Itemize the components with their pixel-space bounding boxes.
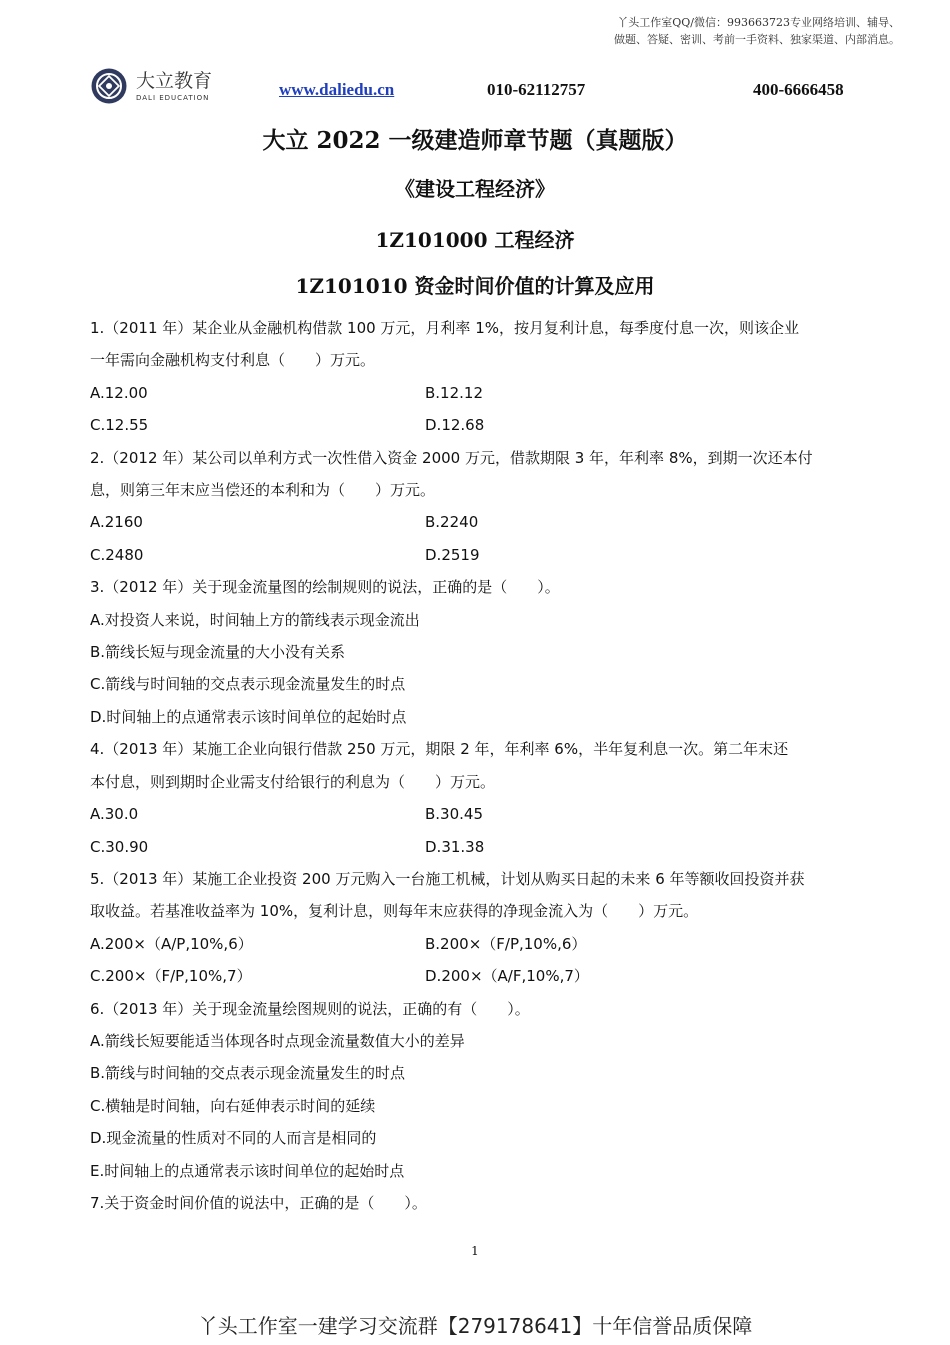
question-stem: 2.（2012 年）某公司以单利方式一次性借入资金 2000 万元，借款期限 3 年，年利率 8%，到期一次还本付: [90, 448, 813, 467]
top-note-line2: 做题、答疑、密训、考前一手资料、独家渠道、内部消息。: [614, 33, 900, 46]
question-5: [90, 863, 865, 993]
option-d: D.200×（A/F,10%,7）: [425, 967, 589, 986]
option-b: B.箭线长短与现金流量的大小没有关系: [90, 643, 346, 662]
question-6: [90, 993, 865, 1187]
option-b: B.箭线与时间轴的交点表示现金流量发生的时点: [90, 1064, 406, 1083]
chapter-title: 1Z101000 工程经济: [375, 228, 575, 252]
option-d: D.12.68: [425, 416, 485, 435]
option-a: A.对投资人来说，时间轴上方的箭线表示现金流出: [90, 610, 420, 629]
question-stem: 7.关于资金时间价值的说法中，正确的是（ ）。: [90, 1193, 427, 1212]
top-note: [500, 14, 900, 48]
option-a: A.12.00: [90, 383, 148, 402]
option-c: C.200×（F/P,10%,7）: [90, 967, 252, 986]
option-a: A.箭线长短要能适当体现各时点现金流量数值大小的差异: [90, 1031, 465, 1050]
dali-logo-icon: [90, 67, 128, 105]
question-stem: 取收益。若基准收益率为 10%，复利计息，则每年末应获得的净现金流入为（ ）万元。: [90, 902, 699, 921]
page-number: 1: [471, 1244, 479, 1258]
phone-number-2: 400-6666458: [753, 80, 844, 99]
section-title: 1Z101010 资金时间价值的计算及应用: [295, 274, 655, 298]
option-c: C.2480: [90, 545, 144, 564]
option-e: E.时间轴上的点通常表示该时间单位的起始时点: [90, 1161, 405, 1180]
book-title: 《建设工程经济》: [395, 177, 555, 201]
question-stem: 息，则第三年末应当偿还的本利和为（ ）万元。: [90, 481, 436, 500]
top-note-line1: 丫头工作室QQ/微信：993663723专业网络培训、辅导、: [617, 16, 900, 29]
question-2: [90, 442, 865, 572]
question-stem: 5.（2013 年）某施工企业投资 200 万元购入一台施工机械，计划从购买日起的未来 6 年等额收回投资并获: [90, 869, 805, 888]
question-stem: 3.（2012 年）关于现金流量图的绘制规则的说法，正确的是（ ）。: [90, 578, 560, 597]
logo-name-cn: 大立教育: [136, 70, 213, 92]
phone-number-1: 010-62112757: [487, 80, 586, 99]
option-a: A.200×（A/P,10%,6）: [90, 934, 253, 953]
logo-name-en: DALI EDUCATION: [136, 94, 210, 102]
logo: [90, 67, 212, 105]
website-link[interactable]: www.daliedu.cn: [279, 80, 395, 99]
option-c: C.30.90: [90, 837, 149, 856]
option-b: B.12.12: [425, 383, 484, 402]
question-1: [90, 312, 865, 442]
option-d: D.31.38: [425, 837, 485, 856]
option-b: B.2240: [425, 513, 479, 532]
option-d: D.现金流量的性质对不同的人而言是相同的: [90, 1129, 377, 1148]
option-c: C.横轴是时间轴，向右延伸表示时间的延续: [90, 1096, 376, 1115]
option-d: D.时间轴上的点通常表示该时间单位的起始时点: [90, 707, 407, 726]
question-stem: 1.（2011 年）某企业从金融机构借款 100 万元，月利率 1%，按月复利计息，每季度付息一次，则该企业: [90, 319, 799, 337]
option-b: B.200×（F/P,10%,6）: [425, 934, 587, 953]
question-stem: 一年需向金融机构支付利息（ ）万元。: [90, 351, 376, 370]
question-stem: 本付息，则到期时企业需支付给银行的利息为（ ）万元。: [90, 772, 496, 791]
option-c: C.12.55: [90, 416, 149, 435]
question-7: [90, 1187, 865, 1219]
option-a: A.2160: [90, 513, 143, 532]
question-4: [90, 733, 865, 863]
option-d: D.2519: [425, 545, 480, 564]
option-c: C.箭线与时间轴的交点表示现金流量发生的时点: [90, 675, 406, 694]
question-stem: 4.（2013 年）某施工企业向银行借款 250 万元，期限 2 年，年利率 6%，半年复利息一次。第二年末还: [90, 740, 789, 759]
question-list: [90, 312, 865, 1219]
question-stem: 6.（2013 年）关于现金流量绘图规则的说法，正确的有（ ）。: [90, 999, 530, 1018]
option-a: A.30.0: [90, 805, 139, 824]
main-title: 大立 2022 一级建造师章节题（真题版）: [262, 127, 688, 154]
option-b: B.30.45: [425, 805, 484, 824]
footer-banner: 丫头工作室一建学习交流群【279178641】十年信誉品质保障: [197, 1314, 753, 1338]
question-3: [90, 571, 865, 733]
